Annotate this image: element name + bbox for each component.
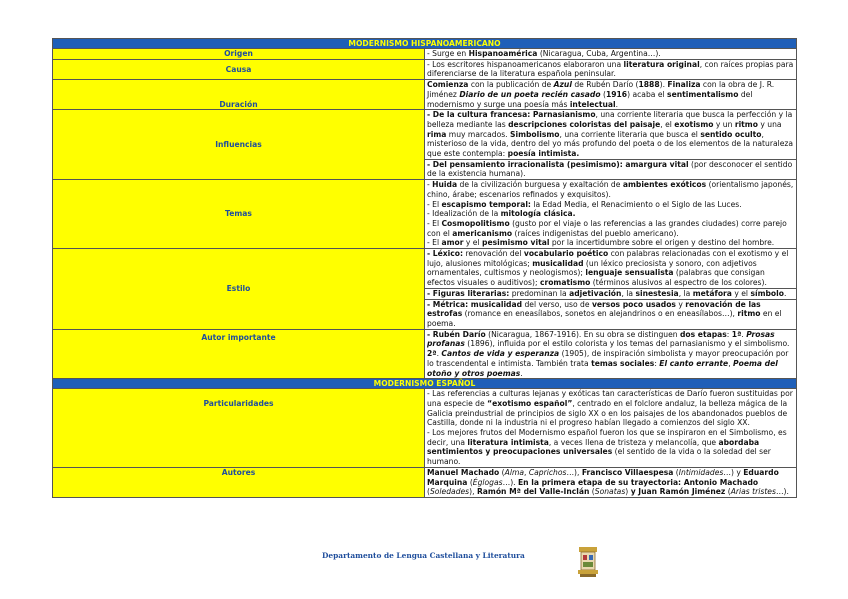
label-causa: Causa: [53, 59, 425, 79]
text-segment: (: [427, 487, 430, 497]
text-segment: (palabras que consigan efectos visuales o auditivos);: [427, 268, 765, 288]
text-segment: (: [467, 477, 473, 487]
text-segment: sentimentalismo: [667, 89, 739, 99]
text-segment: Cantos de vida y esperanza: [441, 349, 560, 359]
row-particularidades: [53, 389, 797, 468]
text-segment: y el: [731, 288, 751, 298]
text-segment: de la civilización burguesa y exaltación de: [457, 180, 623, 190]
text-segment: ).: [659, 80, 668, 90]
text-segment: - Rubén Darío: [427, 329, 486, 339]
particularidades-line: [427, 389, 794, 428]
text-segment: musicalidad: [532, 258, 584, 268]
text-segment: Hispanoamérica: [468, 49, 538, 58]
text-segment: ritmo: [737, 309, 761, 319]
label-temas: Temas: [53, 180, 425, 249]
content-estilo-figuras: [425, 288, 797, 299]
text-segment: con la publicación de: [468, 80, 554, 90]
text-segment: Sonatas: [594, 487, 626, 497]
text-segment: (: [589, 487, 595, 497]
text-segment: El canto errante: [659, 358, 729, 368]
text-segment: , con raíces propias para diferenciarse de la literatura española peninsular.: [427, 59, 794, 79]
section-header-espanol: MODERNISMO ESPAÑOL: [53, 379, 797, 389]
text-segment: - Léxico:: [427, 249, 464, 259]
text-segment: predominan la: [509, 288, 570, 298]
text-segment: y un: [713, 119, 735, 129]
text-segment: literatura intimista: [467, 437, 549, 447]
text-segment: Soledades: [429, 487, 470, 497]
text-segment: renovación de las estrofas: [427, 299, 761, 319]
text-segment: (: [725, 487, 731, 497]
text-segment: .: [615, 99, 619, 109]
text-segment: Arias tristes: [730, 487, 776, 497]
text-segment: (el sentido de la vida o la soledad del ser humano.: [427, 447, 771, 467]
text-segment: …),: [566, 467, 582, 477]
header-row-espanol: [53, 379, 797, 389]
header-row-hispanoamericano: [53, 39, 797, 49]
row-origen: [53, 49, 797, 60]
text-segment: 1ª: [731, 329, 742, 339]
text-segment: - Los escritores hispanoamericanos elaboraron una: [427, 59, 624, 69]
text-segment: - Figuras literarias:: [427, 288, 510, 298]
label-autor-importante: Autor importante: [53, 329, 425, 379]
text-segment: , centrado en el folclore andaluz, la belleza mágica de la Galicia preindustrial de principios de siglo XX o en los paisajes de los abandonados pueblos de Castilla, donde ni la industria ni el progreso habían llegado a comienzos del siglo XX.: [427, 398, 788, 428]
text-segment: - El: [427, 199, 442, 209]
text-segment: 1888: [638, 80, 660, 90]
text-segment: .: [436, 349, 442, 359]
text-segment: símbolo: [750, 288, 784, 298]
text-segment: (: [673, 467, 679, 477]
row-estilo: [53, 249, 797, 289]
text-segment: .: [520, 368, 523, 378]
text-segment: ritmo: [734, 119, 758, 129]
text-segment: Intimidades: [678, 467, 724, 477]
text-segment: Eduardo Marquina: [427, 467, 779, 487]
text-segment: pesimismo vital: [482, 238, 550, 248]
text-segment: .: [783, 288, 787, 298]
text-segment: …) y: [723, 467, 744, 477]
text-segment: renovación del: [463, 249, 524, 259]
temas-line: [427, 209, 794, 219]
text-segment: Comienza: [427, 80, 469, 90]
text-segment: en el poema.: [427, 309, 782, 328]
text-segment: :: [726, 329, 732, 339]
text-segment: la Edad Media, el Renacimiento o el Siglo de las Luces.: [530, 199, 742, 209]
text-segment: mitología clásica.: [500, 209, 576, 219]
text-segment: del modernismo y surge una poesía más: [427, 89, 753, 109]
text-segment: (romance en eneasílabos, sonetos en alejandrinos o en eneasílabos…),: [462, 309, 738, 319]
text-segment: Manuel Machado: [427, 467, 500, 477]
row-autor: [53, 329, 797, 379]
label-estilo: Estilo: [53, 249, 425, 330]
text-segment: En la primera etapa de su trayectoria: Antonio Machado: [518, 477, 759, 487]
content-influencias-2: [425, 159, 797, 179]
temas-line: [427, 180, 794, 199]
text-segment: por la incertidumbre sobre el origen y destino del hombre.: [549, 238, 775, 248]
text-segment: Cosmopolitismo: [441, 218, 510, 228]
text-segment: lenguaje sensualista: [585, 268, 674, 278]
text-segment: temas sociales: [591, 358, 655, 368]
text-segment: (1896), influida por el estilo colorista y los temas del parnasianismo y el simbolismo.: [464, 339, 790, 349]
content-particularidades: [425, 389, 797, 468]
content-estilo-metrica: [425, 299, 797, 329]
text-segment: americanismo: [452, 228, 513, 238]
text-segment: (Nicaragua, 1867-1916). En su obra se distinguen: [485, 329, 680, 339]
text-segment: Alma: [504, 467, 525, 477]
text-segment: rima: [427, 129, 447, 139]
row-temas: [53, 180, 797, 249]
content-temas: [425, 180, 797, 249]
text-segment: .: [741, 329, 747, 339]
department-footer: Departamento de Lengua Castellana y Literatura: [322, 551, 525, 560]
text-segment: (términos alusivos al espectro de los colores).: [590, 278, 767, 288]
text-segment: …).: [775, 487, 789, 497]
text-segment: ambientes exóticos: [622, 180, 707, 190]
row-causa: [53, 59, 797, 79]
content-origen: [425, 49, 797, 60]
temas-line: [427, 219, 794, 238]
text-segment: 2ª: [427, 349, 437, 359]
text-segment: (por desconocer el sentido de la existencia humana).: [427, 159, 793, 179]
text-segment: metáfora: [692, 288, 732, 298]
text-segment: intelectual: [569, 99, 616, 109]
text-segment: vocabulario poético: [523, 249, 609, 259]
text-segment: escapismo temporal:: [441, 199, 531, 209]
label-origen: Origen: [53, 49, 425, 60]
content-estilo-lexico: [425, 249, 797, 289]
text-segment: Huida: [432, 180, 458, 190]
label-duracion: Duración: [53, 80, 425, 110]
text-segment: y Juan Ramón Jiménez: [630, 487, 726, 497]
text-segment: (gusto por el viaje o las referencias a las grandes ciudades) corre parejo con el: [427, 218, 787, 238]
text-segment: versos poco usados: [591, 299, 676, 309]
text-segment: ,: [524, 467, 529, 477]
text-segment: Caprichos: [528, 467, 567, 477]
temas-line: [427, 238, 794, 248]
text-segment: , la: [678, 288, 693, 298]
text-segment: , la: [621, 288, 636, 298]
text-segment: con palabras relacionadas con el exotismo y el lujo, alusiones mitológicas;: [427, 249, 789, 268]
content-autores: [425, 467, 797, 497]
label-particularidades: Particularidades: [53, 389, 425, 468]
text-segment: exotismo: [674, 119, 714, 129]
text-segment: - Los mejores frutos del Modernismo español fueron los que se inspiraron en el Simbolismo, es decir, una: [427, 428, 787, 447]
text-segment: con la obra de J. R. Jiménez: [427, 80, 775, 99]
text-segment: poesía intimista.: [507, 149, 580, 159]
text-segment: - De la cultura francesa: Parnasianismo: [427, 110, 596, 120]
text-segment: ),: [469, 487, 477, 497]
text-segment: , misterioso de la vida, dentro del yo más profundo del poeta o de los elementos de la naturaleza que este contempla:: [427, 129, 794, 159]
text-segment: - El: [427, 218, 442, 228]
text-segment: Prosas profanas: [427, 329, 775, 349]
text-segment: y el: [463, 238, 483, 248]
particularidades-line: [427, 428, 794, 467]
text-segment: Simbolismo: [510, 129, 560, 139]
text-segment: 1916: [605, 89, 628, 99]
text-segment: descripciones coloristas del paisaje: [508, 119, 661, 129]
row-autores: [53, 467, 797, 497]
text-segment: (orientalismo japonés, chino, árabe; escenarios refinados y exquisitos).: [427, 180, 794, 199]
text-segment: ): [625, 487, 631, 497]
text-segment: , una corriente literaria que busca el: [559, 129, 701, 139]
text-segment: amor: [441, 238, 464, 248]
text-segment: -: [427, 180, 433, 190]
text-segment: sinestesia: [635, 288, 679, 298]
school-crest-logo-icon: [576, 545, 600, 579]
content-autor-importante: [425, 329, 797, 379]
text-segment: - Las referencias a culturas lejanas y exóticas tan características de Darío fueron sustituidas por una especie de: [427, 389, 793, 408]
text-segment: - Idealización de la: [427, 209, 501, 219]
text-segment: abordaba sentimientos y preocupaciones universales: [427, 437, 760, 457]
content-causa: [425, 59, 797, 79]
text-segment: Églogas: [472, 477, 503, 487]
text-segment: dos etapas: [679, 329, 727, 339]
text-segment: Ramón Mª del Valle-Inclán: [476, 487, 590, 497]
text-segment: , el: [660, 119, 675, 129]
modernismo-summary-table: [52, 38, 797, 498]
text-segment: - Del pensamiento irracionalista (pesimismo): amargura vital: [427, 159, 689, 169]
text-segment: (1905), de inspiración simbolista y mayor preocupación por lo trascendental e intimista. También trata: [427, 349, 789, 368]
text-segment: “exotismo español”: [487, 398, 573, 408]
row-duracion: [53, 80, 797, 110]
text-segment: Finaliza: [667, 80, 701, 90]
text-segment: muy marcados.: [446, 129, 511, 139]
text-segment: (un léxico preciosista y sonoro, con adjetivos ornamentales, cultismos y neologismos);: [427, 258, 757, 278]
text-segment: - Surge en: [427, 49, 469, 58]
text-segment: (Nicaragua, Cuba, Argentina…).: [537, 49, 661, 58]
text-segment: y una: [757, 119, 782, 129]
label-autores: Autores: [53, 467, 425, 497]
text-segment: ,: [728, 358, 734, 368]
text-segment: y: [675, 299, 686, 309]
text-segment: - El: [427, 238, 442, 248]
text-segment: Diario de un poeta recién casado: [459, 89, 601, 99]
text-segment: …).: [502, 477, 518, 487]
text-segment: Azul: [553, 80, 572, 90]
text-segment: (: [600, 89, 606, 99]
text-segment: (: [499, 467, 505, 477]
text-segment: , a veces llena de tristeza y melancolía, que: [548, 437, 719, 447]
text-segment: Francisco Villaespesa: [581, 467, 674, 477]
label-influencias: Influencias: [53, 110, 425, 180]
content-influencias-1: [425, 110, 797, 160]
text-segment: sentido oculto: [700, 129, 762, 139]
text-segment: del verso, uso de: [522, 299, 592, 309]
content-duracion: [425, 80, 797, 110]
text-segment: ) acaba el: [627, 89, 668, 99]
text-segment: (raíces indigenistas del pueblo americano).: [512, 228, 679, 238]
row-influencias: [53, 110, 797, 160]
text-segment: adjetivación: [569, 288, 622, 298]
text-segment: Poema del otoño y otros poemas: [427, 358, 778, 378]
temas-line: [427, 200, 794, 210]
text-segment: de Rubén Darío (: [571, 80, 639, 90]
text-segment: , una corriente literaria que busca la perfección y la belleza mediante las: [427, 110, 793, 129]
text-segment: literatura original: [623, 59, 700, 69]
section-header-hispanoamericano: MODERNISMO HISPANOAMERICANO: [53, 39, 797, 49]
text-segment: cromatismo: [539, 278, 591, 288]
text-segment: - Métrica: musicalidad: [427, 299, 523, 309]
text-segment: :: [654, 358, 660, 368]
